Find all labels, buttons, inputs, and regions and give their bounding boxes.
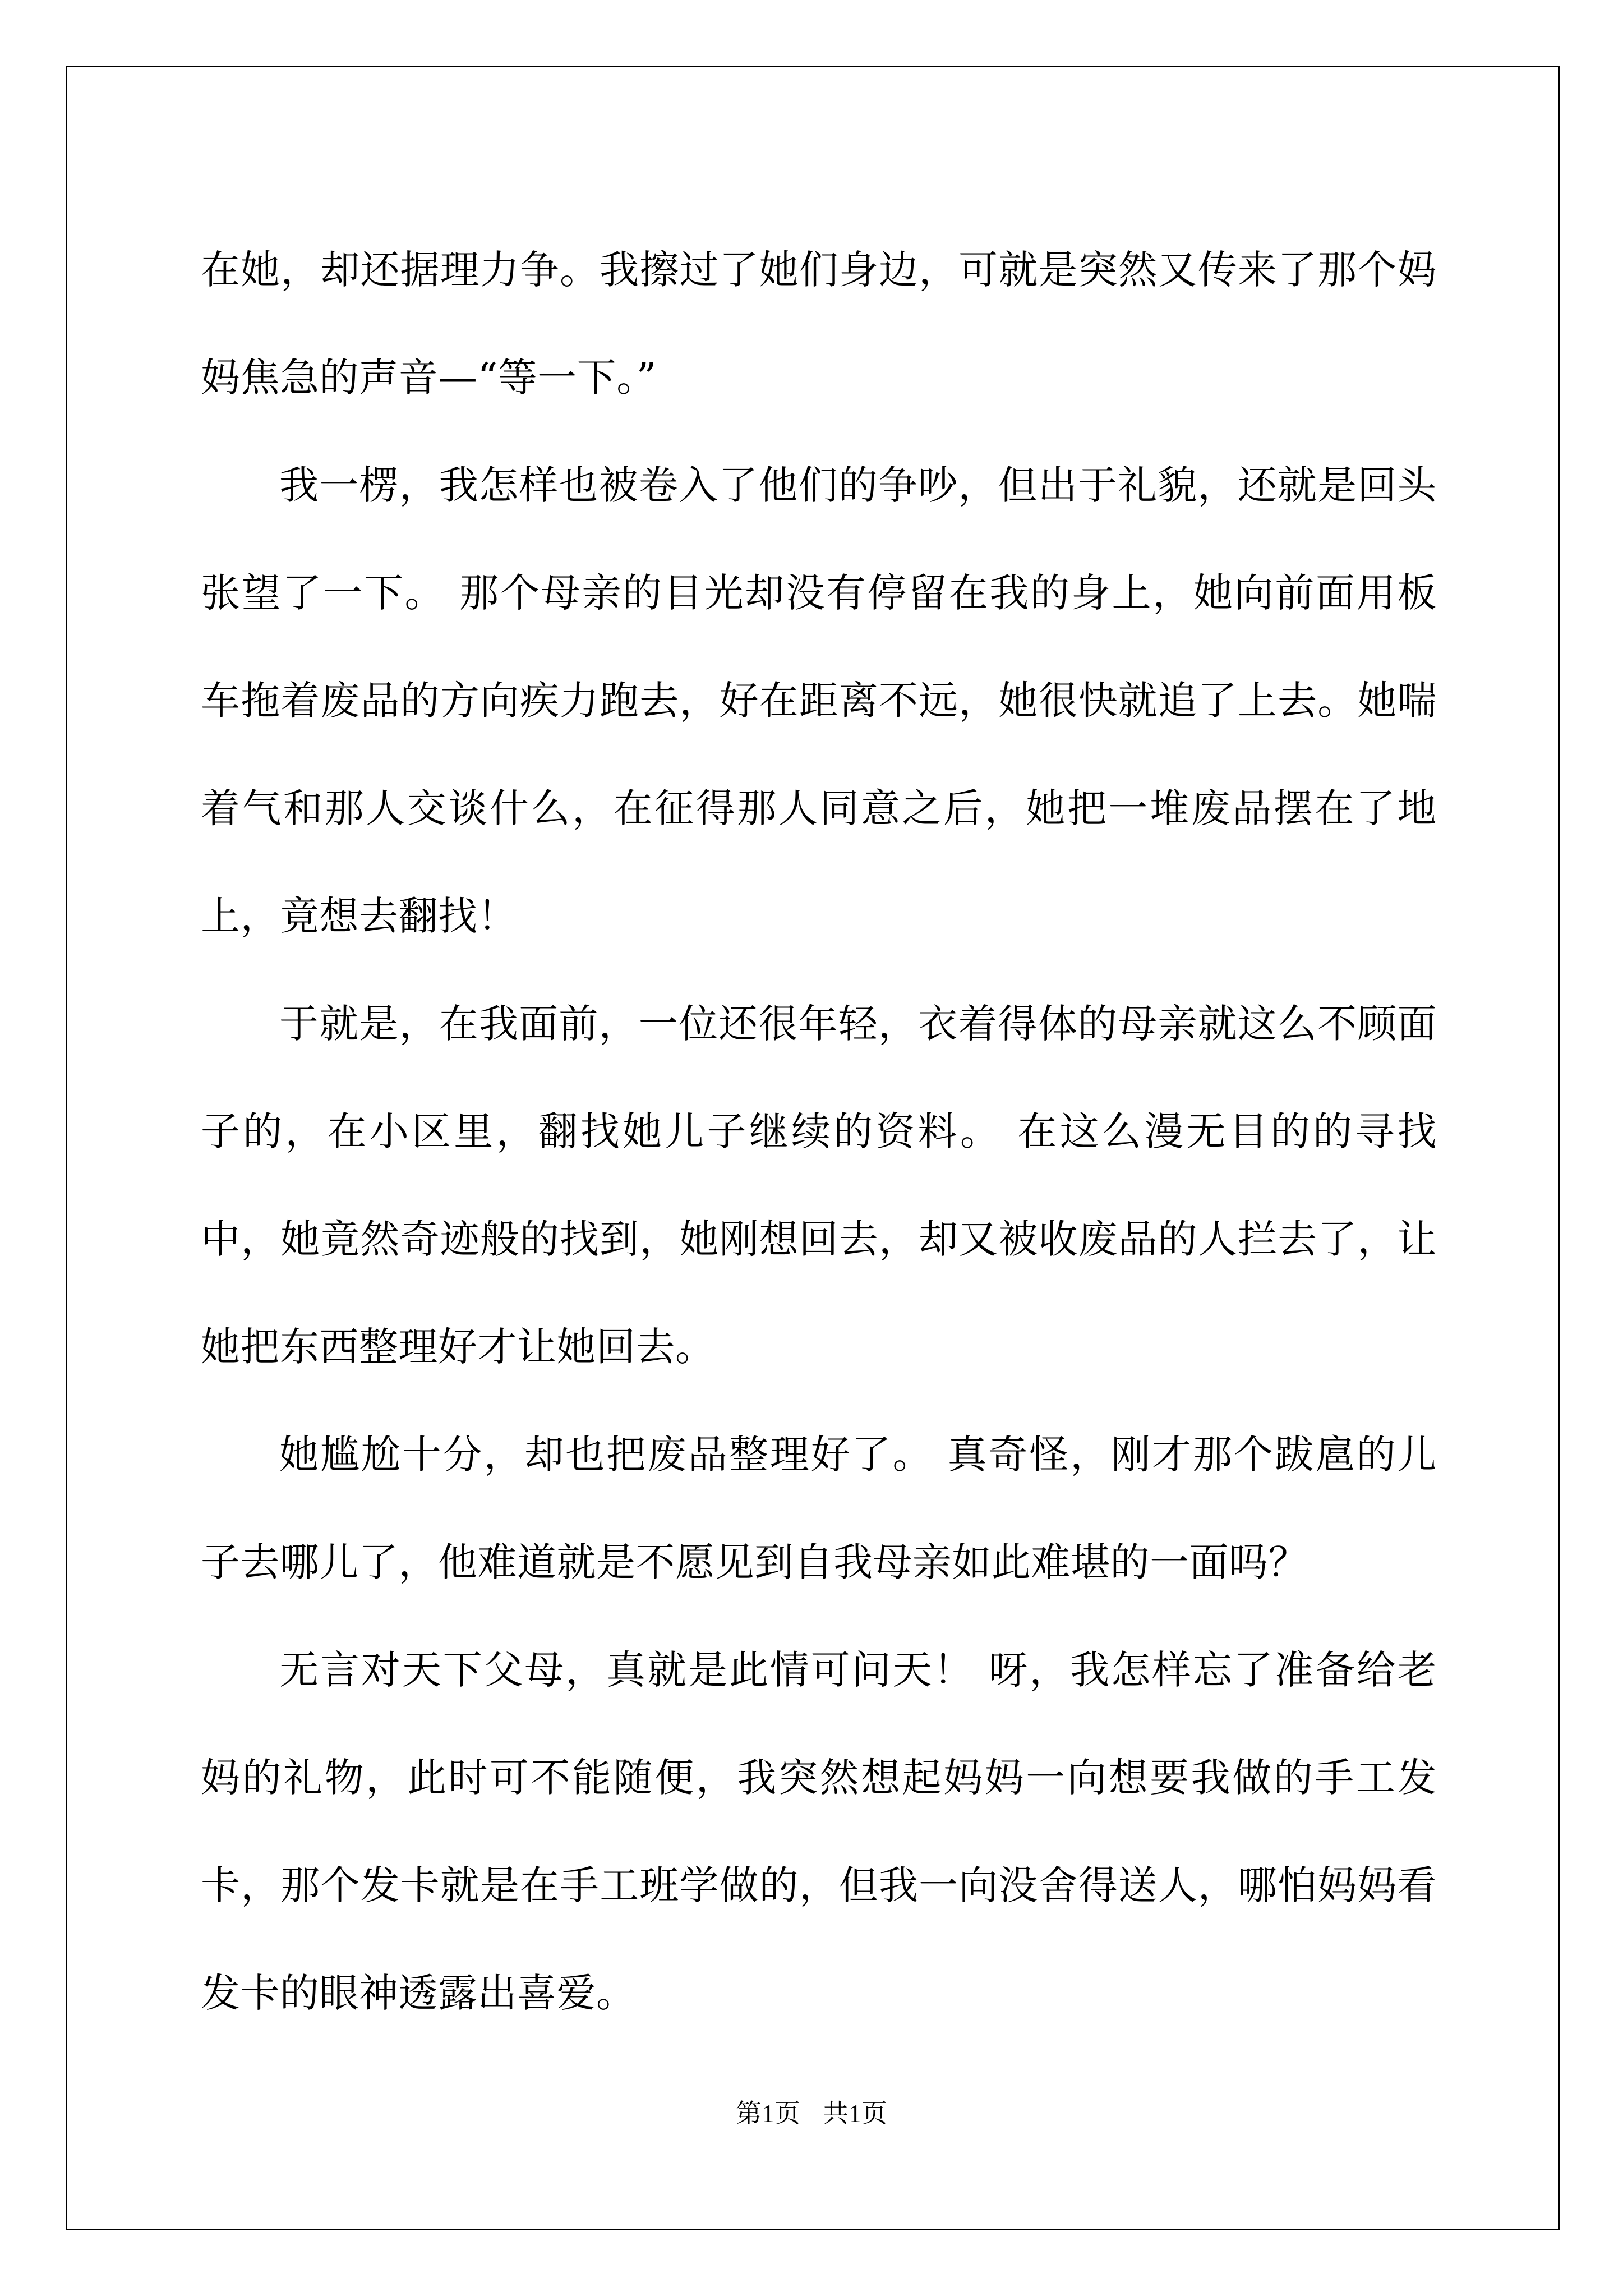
paragraph-5: 无言对天下父母，真就是此情可问天！ 呀，我怎样忘了准备给老妈的礼物，此时可不能随便，我突然想起妈妈一向想要我做的手工发卡，那个发卡就是在手工班学做的，但我一向没舍得送人，哪怕妈妈看发卡的眼神透露出喜爱。 — [201, 1647, 1437, 2016]
paragraph-2: 我一楞，我怎样也被卷入了他们的争吵，但出于礼貌，还就是回头张望了一下。 那个母亲的目光却没有停留在我的身上，她向前面用板车拖着废品的方向疾力跑去，好在距离不远，她很快就追了上去。她喘着气和那人交谈什么，在征得那人同意之后，她把一堆废品摆在了地上，竟想去翻找！ — [201, 462, 1437, 939]
paragraph-4: 她尴尬十分，却也把废品整理好了。 真奇怪，刚才那个跋扈的儿子去哪儿了，他难道就是不愿见到自我母亲如此难堪的一面吗？ — [201, 1432, 1437, 1585]
page-total: 共1页 — [823, 2099, 887, 2128]
paragraph-3: 于就是，在我面前，一位还很年轻，衣着得体的母亲就这么不顾面子的，在小区里，翻找她儿子继续的资料。 在这么漫无目的的寻找中，她竟然奇迹般的找到，她刚想回去，却又被收废品的人拦去了，让她把东西整理好才让她回去。 — [201, 1001, 1437, 1370]
page-number: 第1页 — [736, 2099, 800, 2128]
paragraph-1: 在她，却还据理力争。我擦过了她们身边，可就是突然又传来了那个妈妈焦急的声音—“等一下。” — [201, 247, 1437, 401]
document-body — [201, 216, 1437, 2047]
page-footer — [0, 2097, 1623, 2131]
